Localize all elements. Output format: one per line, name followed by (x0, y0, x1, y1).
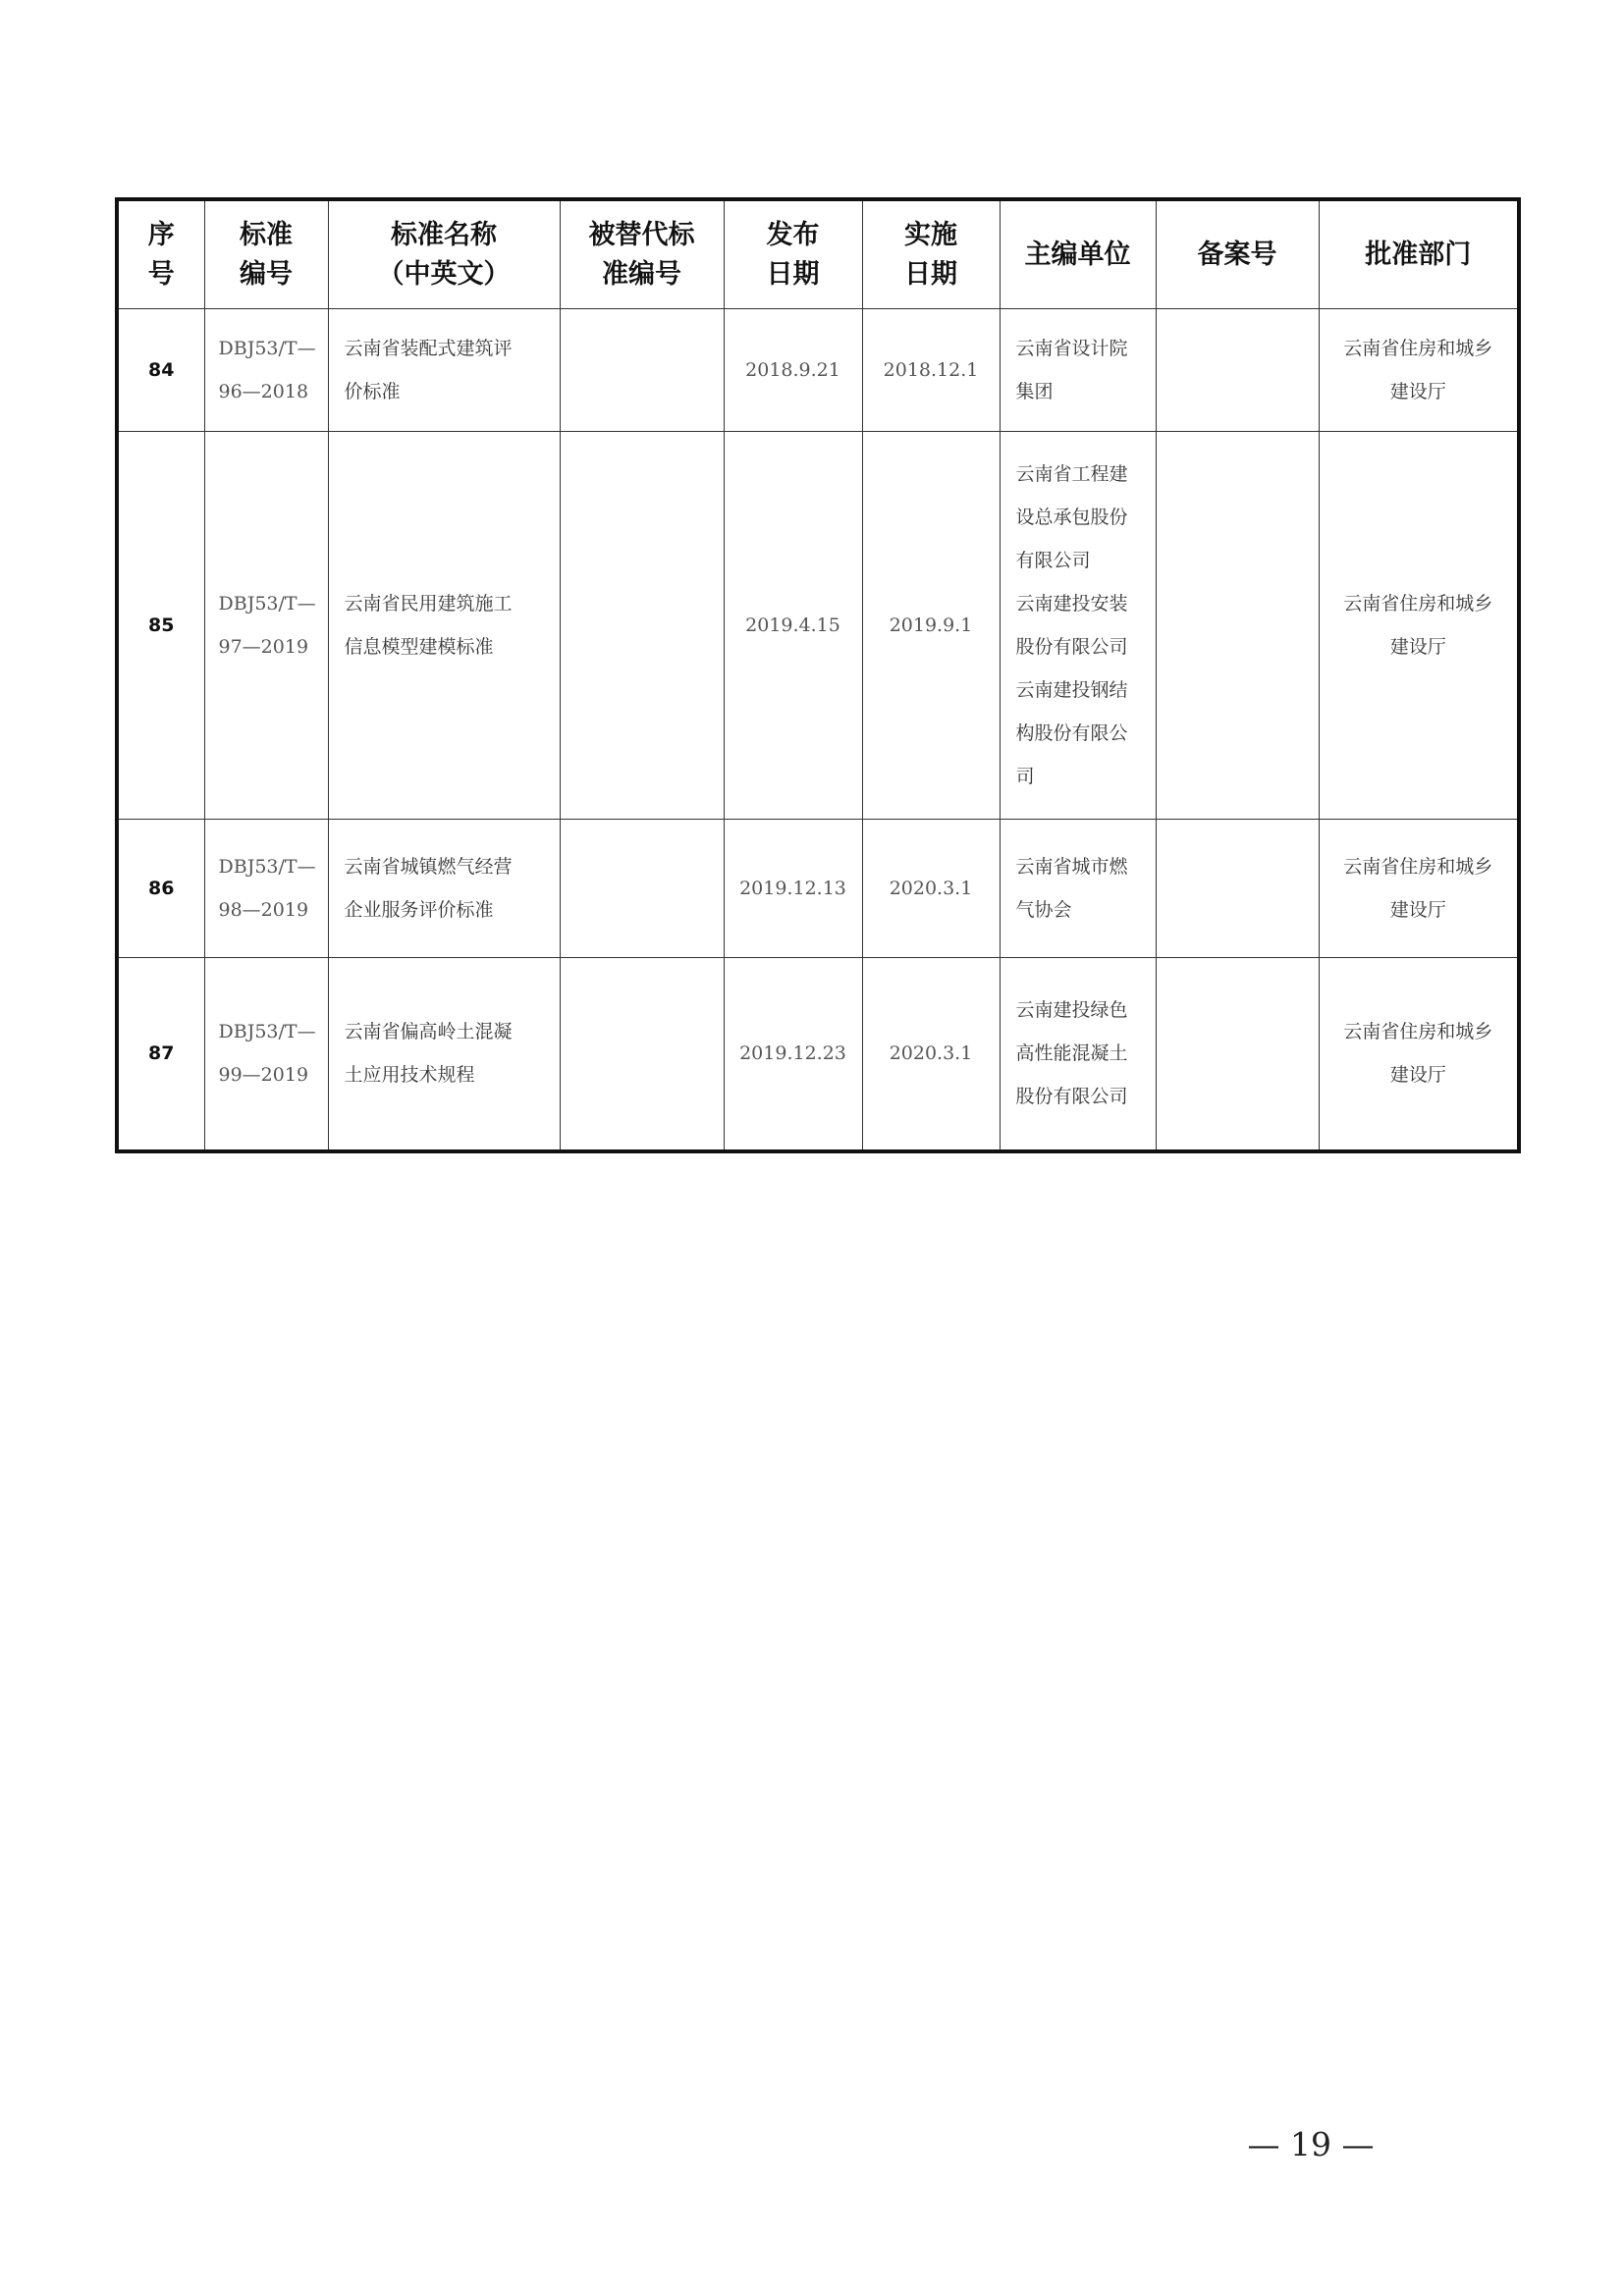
cell-name (328, 309, 560, 432)
cell-code (204, 820, 328, 958)
header-approver: 批准部门 (1319, 199, 1519, 309)
table-body (117, 309, 1519, 1151)
name-text: 云南省城镇燃气经营 企业服务评价标准 (344, 856, 513, 921)
header-record-no: 备案号 (1156, 199, 1319, 309)
cell-code (204, 958, 328, 1151)
cell-code (204, 432, 328, 820)
cell-record-no (1156, 820, 1319, 958)
cell-editor (1000, 820, 1156, 958)
code-text: DBJ53/T— 99—2019 (218, 1021, 316, 1087)
cell-name (328, 432, 560, 820)
table-row (117, 432, 1519, 820)
cell-name (328, 958, 560, 1151)
header-publish-date: 发布 日期 (724, 199, 862, 309)
cell-seq: 84 (117, 309, 204, 432)
table-row (117, 958, 1519, 1151)
code-text: DBJ53/T— 98—2019 (218, 856, 316, 921)
cell-code (204, 309, 328, 432)
cell-record-no (1156, 958, 1319, 1151)
name-text: 云南省民用建筑施工 信息模型建模标准 (344, 593, 513, 658)
cell-effective-date: 2020.3.1 (862, 820, 1000, 958)
approver-text: 云南省住房和城乡 建设厅 (1343, 856, 1493, 921)
code-text: DBJ53/T— 96—2018 (218, 338, 316, 402)
standards-table (115, 197, 1521, 1153)
cell-replaced (560, 309, 724, 432)
editor-text: 云南省工程建 设总承包股份 有限公司 云南建投安装 股份有限公司 云南建投钢结 构股份有限公 司 (1015, 463, 1128, 787)
cell-replaced (560, 958, 724, 1151)
cell-editor (1000, 958, 1156, 1151)
cell-replaced (560, 432, 724, 820)
editor-text: 云南建投绿色 高性能混凝土 股份有限公司 (1015, 999, 1128, 1108)
header-replaced: 被替代标 准编号 (560, 199, 724, 309)
table-row (117, 309, 1519, 432)
name-text: 云南省偏高岭土混凝 土应用技术规程 (344, 1021, 513, 1087)
header-effective-date: 实施 日期 (862, 199, 1000, 309)
editor-text: 云南省设计院 集团 (1015, 338, 1128, 402)
name-text: 云南省装配式建筑评 价标准 (344, 338, 513, 402)
approver-text: 云南省住房和城乡 建设厅 (1343, 593, 1493, 658)
header-name: 标准名称 （中英文） (328, 199, 560, 309)
cell-effective-date: 2020.3.1 (862, 958, 1000, 1151)
cell-seq: 87 (117, 958, 204, 1151)
cell-editor (1000, 309, 1156, 432)
cell-approver (1319, 432, 1519, 820)
editor-text: 云南省城市燃 气协会 (1015, 856, 1128, 921)
cell-effective-date: 2018.12.1 (862, 309, 1000, 432)
table-row (117, 820, 1519, 958)
header-code: 标准 编号 (204, 199, 328, 309)
cell-approver (1319, 958, 1519, 1151)
cell-publish-date: 2019.12.13 (724, 820, 862, 958)
cell-seq: 86 (117, 820, 204, 958)
header-row (117, 199, 1519, 309)
cell-record-no (1156, 309, 1319, 432)
cell-record-no (1156, 432, 1319, 820)
table-header (117, 199, 1519, 309)
approver-text: 云南省住房和城乡 建设厅 (1343, 338, 1493, 402)
cell-name (328, 820, 560, 958)
cell-editor (1000, 432, 1156, 820)
page-number: — 19 — (1247, 2125, 1375, 2163)
header-seq: 序 号 (117, 199, 204, 309)
cell-seq: 85 (117, 432, 204, 820)
cell-publish-date: 2019.4.15 (724, 432, 862, 820)
cell-effective-date: 2019.9.1 (862, 432, 1000, 820)
header-editor: 主编单位 (1000, 199, 1156, 309)
cell-publish-date: 2019.12.23 (724, 958, 862, 1151)
approver-text: 云南省住房和城乡 建设厅 (1343, 1021, 1493, 1087)
code-text: DBJ53/T— 97—2019 (218, 593, 316, 658)
cell-publish-date: 2018.9.21 (724, 309, 862, 432)
cell-replaced (560, 820, 724, 958)
cell-approver (1319, 309, 1519, 432)
cell-approver (1319, 820, 1519, 958)
